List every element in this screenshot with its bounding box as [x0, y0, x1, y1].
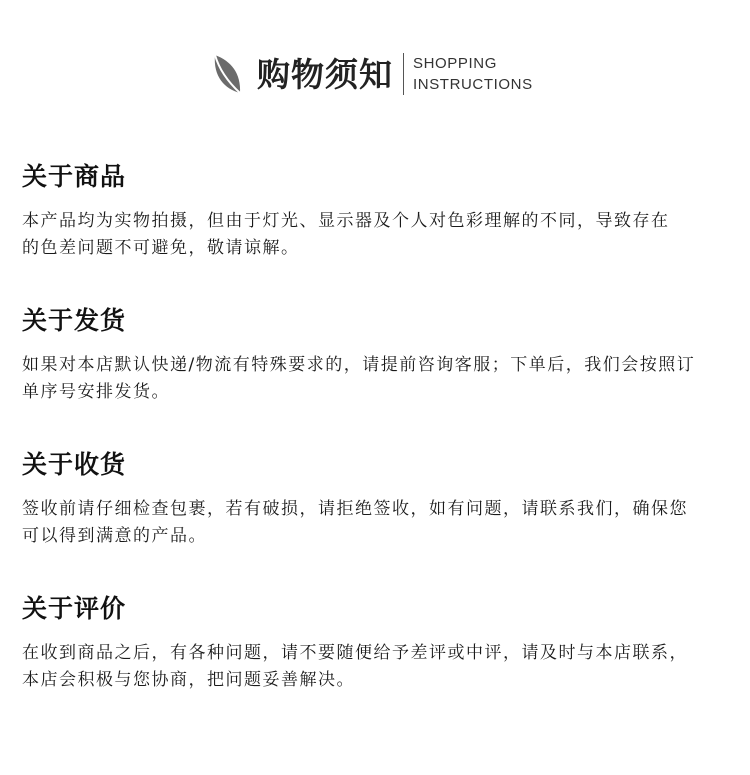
text-line: 单序号安排发货。: [22, 382, 170, 402]
page-header: [207, 52, 533, 96]
section-about-shipping: [22, 306, 740, 406]
section-about-receiving: [22, 450, 740, 550]
text-line: 本产品均为实物拍摄，但由于灯光、显示器及个人对色彩理解的不同，导致存在: [22, 211, 670, 231]
page-subtitle: [413, 53, 533, 95]
subtitle-line-1: SHOPPING: [413, 55, 497, 72]
text-line: 签收前请仔细检查包裹，若有破损，请拒绝签收，如有问题，请联系我们，确保您: [22, 499, 688, 519]
text-line: 可以得到满意的产品。: [22, 526, 207, 546]
section-title: 关于收货: [22, 450, 127, 479]
section-text: [22, 208, 740, 262]
text-line: 如果对本店默认快递/物流有特殊要求的，请提前咨询客服；下单后，我们会按照订: [22, 355, 696, 375]
text-line: 在收到商品之后，有各种问题，请不要随便给予差评或中评，请及时与本店联系，: [22, 643, 688, 663]
subtitle-line-2: INSTRUCTIONS: [413, 76, 533, 93]
leaf-icon: [207, 53, 243, 95]
section-about-products: [22, 162, 740, 262]
text-line: 的色差问题不可避免，敬请谅解。: [22, 238, 300, 258]
title-divider: [403, 53, 404, 95]
section-about-reviews: [22, 594, 740, 694]
section-text: [22, 496, 740, 550]
section-title: 关于评价: [22, 594, 127, 623]
section-text: [22, 352, 740, 406]
section-text: [22, 640, 740, 694]
page-title: 购物须知: [257, 54, 393, 94]
section-title: 关于发货: [22, 306, 127, 335]
section-title: 关于商品: [22, 162, 127, 191]
text-line: 本店会积极与您协商，把问题妥善解决。: [22, 670, 355, 690]
